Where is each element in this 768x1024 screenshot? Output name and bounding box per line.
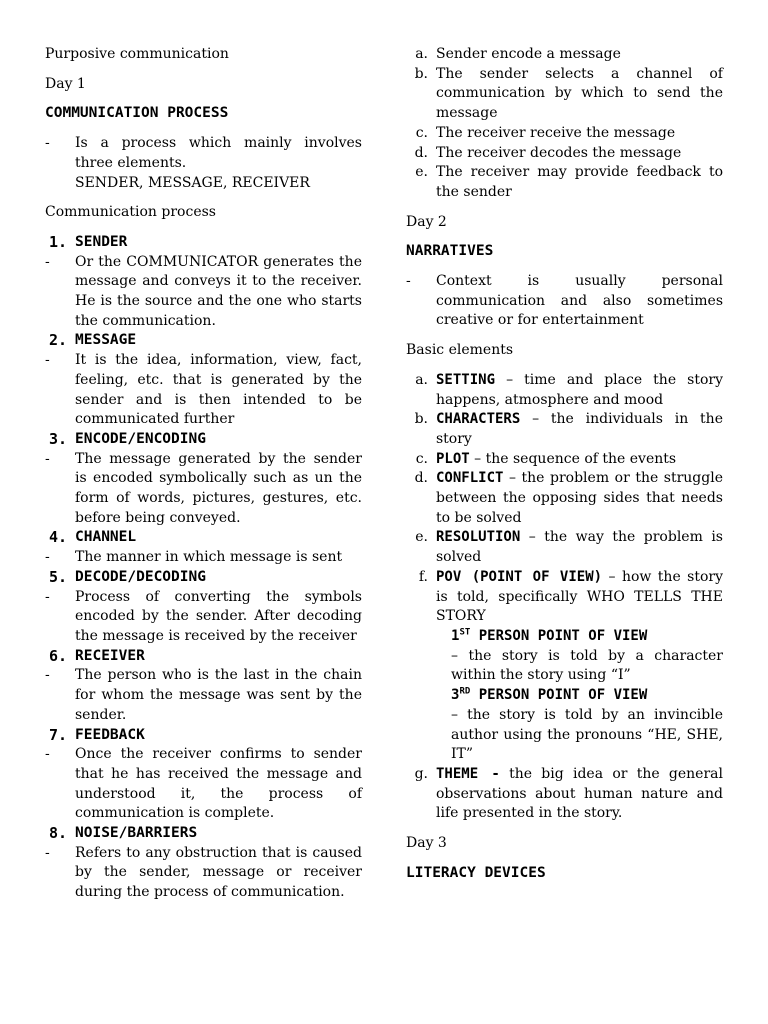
pov-third-person	[406, 686, 723, 765]
day-label-3: Day 3	[406, 835, 447, 852]
process-sequence-text: The receiver may provide feedback to the sender	[436, 164, 723, 200]
dash-marker: -	[45, 253, 50, 270]
step-heading	[45, 568, 362, 588]
narrative-element	[406, 469, 723, 528]
list-marker: b.	[414, 65, 428, 82]
step-heading	[45, 430, 362, 450]
element-term: CHARACTERS	[436, 411, 521, 428]
element-term: THEME -	[436, 765, 500, 782]
step-number: 3.	[48, 429, 67, 448]
list-marker: g.	[414, 765, 428, 782]
pov-first-person	[406, 627, 723, 686]
day-label-2: Day 2	[406, 213, 447, 230]
element-description: – the way the problem is solved	[436, 529, 723, 566]
narrative-bullet	[406, 272, 723, 331]
list-marker: f.	[418, 568, 428, 585]
pov3-superscript: RD	[459, 686, 471, 697]
list-marker: a.	[415, 371, 428, 388]
element-term: CONFLICT	[436, 470, 504, 487]
step-description	[45, 588, 362, 647]
process-sequence-list	[406, 45, 723, 203]
list-marker: c.	[415, 124, 428, 141]
process-sequence-text: The receiver receive the message	[436, 124, 676, 141]
process-sequence-item	[406, 144, 723, 164]
step-heading	[45, 528, 362, 548]
element-description: – the individuals in the story	[436, 411, 723, 447]
step-term: NOISE/BARRIERS	[75, 825, 198, 842]
step-number: 6.	[48, 646, 67, 665]
pov3-term: PERSON POINT OF VIEW	[470, 687, 648, 704]
intro-text: Is a process which mainly involves three elements.	[75, 135, 362, 171]
pov3-description: – the story is told by an invincible author using the pronouns “HE, SHE, IT”	[451, 706, 723, 763]
list-marker: c.	[415, 450, 428, 467]
step-description-text: It is the idea, information, view, fact, feeling, etc. that is generated by the sender and is then intended to be communicated further	[75, 352, 362, 428]
dash-marker: -	[45, 352, 50, 369]
step-term: FEEDBACK	[75, 726, 145, 743]
pov1-description: – the story is told by a character within the story using “I”	[451, 647, 723, 684]
element-term: POV (POINT OF VIEW)	[436, 568, 603, 585]
step-term: MESSAGE	[75, 332, 137, 349]
step-number: 1.	[48, 232, 67, 251]
element-description: the big idea or the general observations about human nature and life presented in the story.	[436, 765, 723, 822]
list-marker: e.	[415, 529, 428, 546]
narrative-context: Context is usually personal communication and also sometimes creative or for entertainment	[436, 273, 723, 329]
step-description-text: Process of converting the symbols encoded by the sender. After decoding the message is received by the receiver	[75, 588, 362, 644]
step-term: DECODE/DECODING	[75, 568, 206, 585]
narrative-element	[406, 410, 723, 449]
pov3-number: 3	[451, 687, 460, 704]
step-description	[45, 351, 362, 430]
step-number: 2.	[48, 331, 67, 350]
element-term: RESOLUTION	[436, 529, 521, 546]
list-marker: e.	[415, 164, 428, 181]
section-heading-literacy-devices: LITERACY DEVICES	[406, 864, 546, 881]
step-description	[45, 450, 362, 529]
pov1-term: PERSON POINT OF VIEW	[470, 627, 648, 644]
step-description	[45, 548, 362, 568]
step-description-text: The message generated by the sender is encoded symbolically such as un the form of words, pictures, gestures, etc. before being conveyed.	[75, 450, 362, 526]
element-description: – time and place the story happens, atmosphere and mood	[436, 371, 723, 408]
step-description	[45, 844, 362, 903]
section-heading-narratives: NARRATIVES	[406, 243, 494, 260]
intro-bullet	[45, 134, 362, 193]
step-heading	[45, 331, 362, 351]
process-sequence-item	[406, 124, 723, 144]
process-sequence-text: Sender encode a message	[436, 46, 621, 62]
intro-elements: SENDER, MESSAGE, RECEIVER	[75, 174, 310, 191]
list-marker: d.	[414, 144, 428, 161]
step-heading	[45, 726, 362, 746]
narrative-element	[406, 450, 723, 470]
dash-marker: -	[45, 588, 50, 605]
section-heading: COMMUNICATION PROCESS	[45, 105, 229, 122]
dash-marker: -	[45, 135, 50, 152]
process-sequence-item	[406, 163, 723, 202]
basic-elements-label: Basic elements	[406, 342, 514, 359]
narrative-element	[406, 528, 723, 567]
dash-marker: -	[45, 549, 50, 566]
step-description-text: The person who is the last in the chain for whom the message was sent by the sender.	[75, 667, 362, 723]
step-number: 4.	[48, 528, 67, 547]
step-description-text: Refers to any obstruction that is caused by the sender, message or receiver during the process of communication.	[75, 844, 362, 901]
element-description: – how the story is told, specifically WHO TELLS THE STORY	[436, 568, 724, 625]
step-term: ENCODE/ENCODING	[75, 430, 206, 447]
narrative-element	[406, 371, 723, 410]
list-marker: b.	[414, 411, 428, 428]
dash-marker: -	[406, 273, 411, 290]
pov1-number: 1	[451, 627, 460, 644]
day-label: Day 1	[45, 75, 86, 92]
process-sequence-text: The receiver decodes the message	[436, 144, 682, 161]
process-sequence-text: The sender selects a channel of communication by which to send the message	[436, 65, 723, 122]
narrative-element	[406, 568, 723, 627]
step-description	[45, 745, 362, 824]
step-term: SENDER	[75, 233, 128, 250]
left-column	[45, 45, 362, 903]
step-number: 7.	[48, 725, 67, 744]
dash-marker: -	[45, 746, 50, 763]
step-description-text: The manner in which message is sent	[75, 549, 343, 566]
step-heading	[45, 233, 362, 253]
dash-marker: -	[45, 667, 50, 684]
step-description	[45, 666, 362, 725]
dash-marker: -	[45, 844, 50, 861]
process-sequence-item	[406, 45, 723, 65]
step-description-text: Once the receiver confirms to sender that he has received the message and understood it, the process of communication is complete.	[75, 746, 362, 822]
step-heading	[45, 647, 362, 667]
element-term: PLOT	[436, 450, 470, 467]
pov1-superscript: ST	[459, 627, 471, 638]
process-steps-list	[45, 233, 362, 903]
dash-marker: -	[45, 450, 50, 467]
step-description-text: Or the COMMUNICATOR generates the message and conveys it to the receiver. He is the source and the one who starts the communication.	[75, 253, 362, 329]
element-description: – the problem or the struggle between the opposing sides that needs to be solved	[436, 470, 723, 526]
element-term: SETTING	[436, 371, 496, 388]
step-term: RECEIVER	[75, 647, 145, 664]
document-title: Purposive communication	[45, 46, 229, 62]
right-column	[406, 45, 723, 893]
step-description	[45, 253, 362, 332]
step-heading	[45, 824, 362, 844]
step-number: 8.	[48, 824, 67, 843]
narrative-elements-list	[406, 371, 723, 627]
process-sequence-item	[406, 65, 723, 124]
list-marker: a.	[415, 46, 428, 62]
element-theme	[406, 765, 723, 824]
element-description: – the sequence of the events	[469, 450, 677, 467]
step-number: 5.	[48, 567, 67, 586]
list-marker: d.	[414, 470, 428, 487]
subheading: Communication process	[45, 204, 216, 221]
step-term: CHANNEL	[75, 529, 137, 546]
